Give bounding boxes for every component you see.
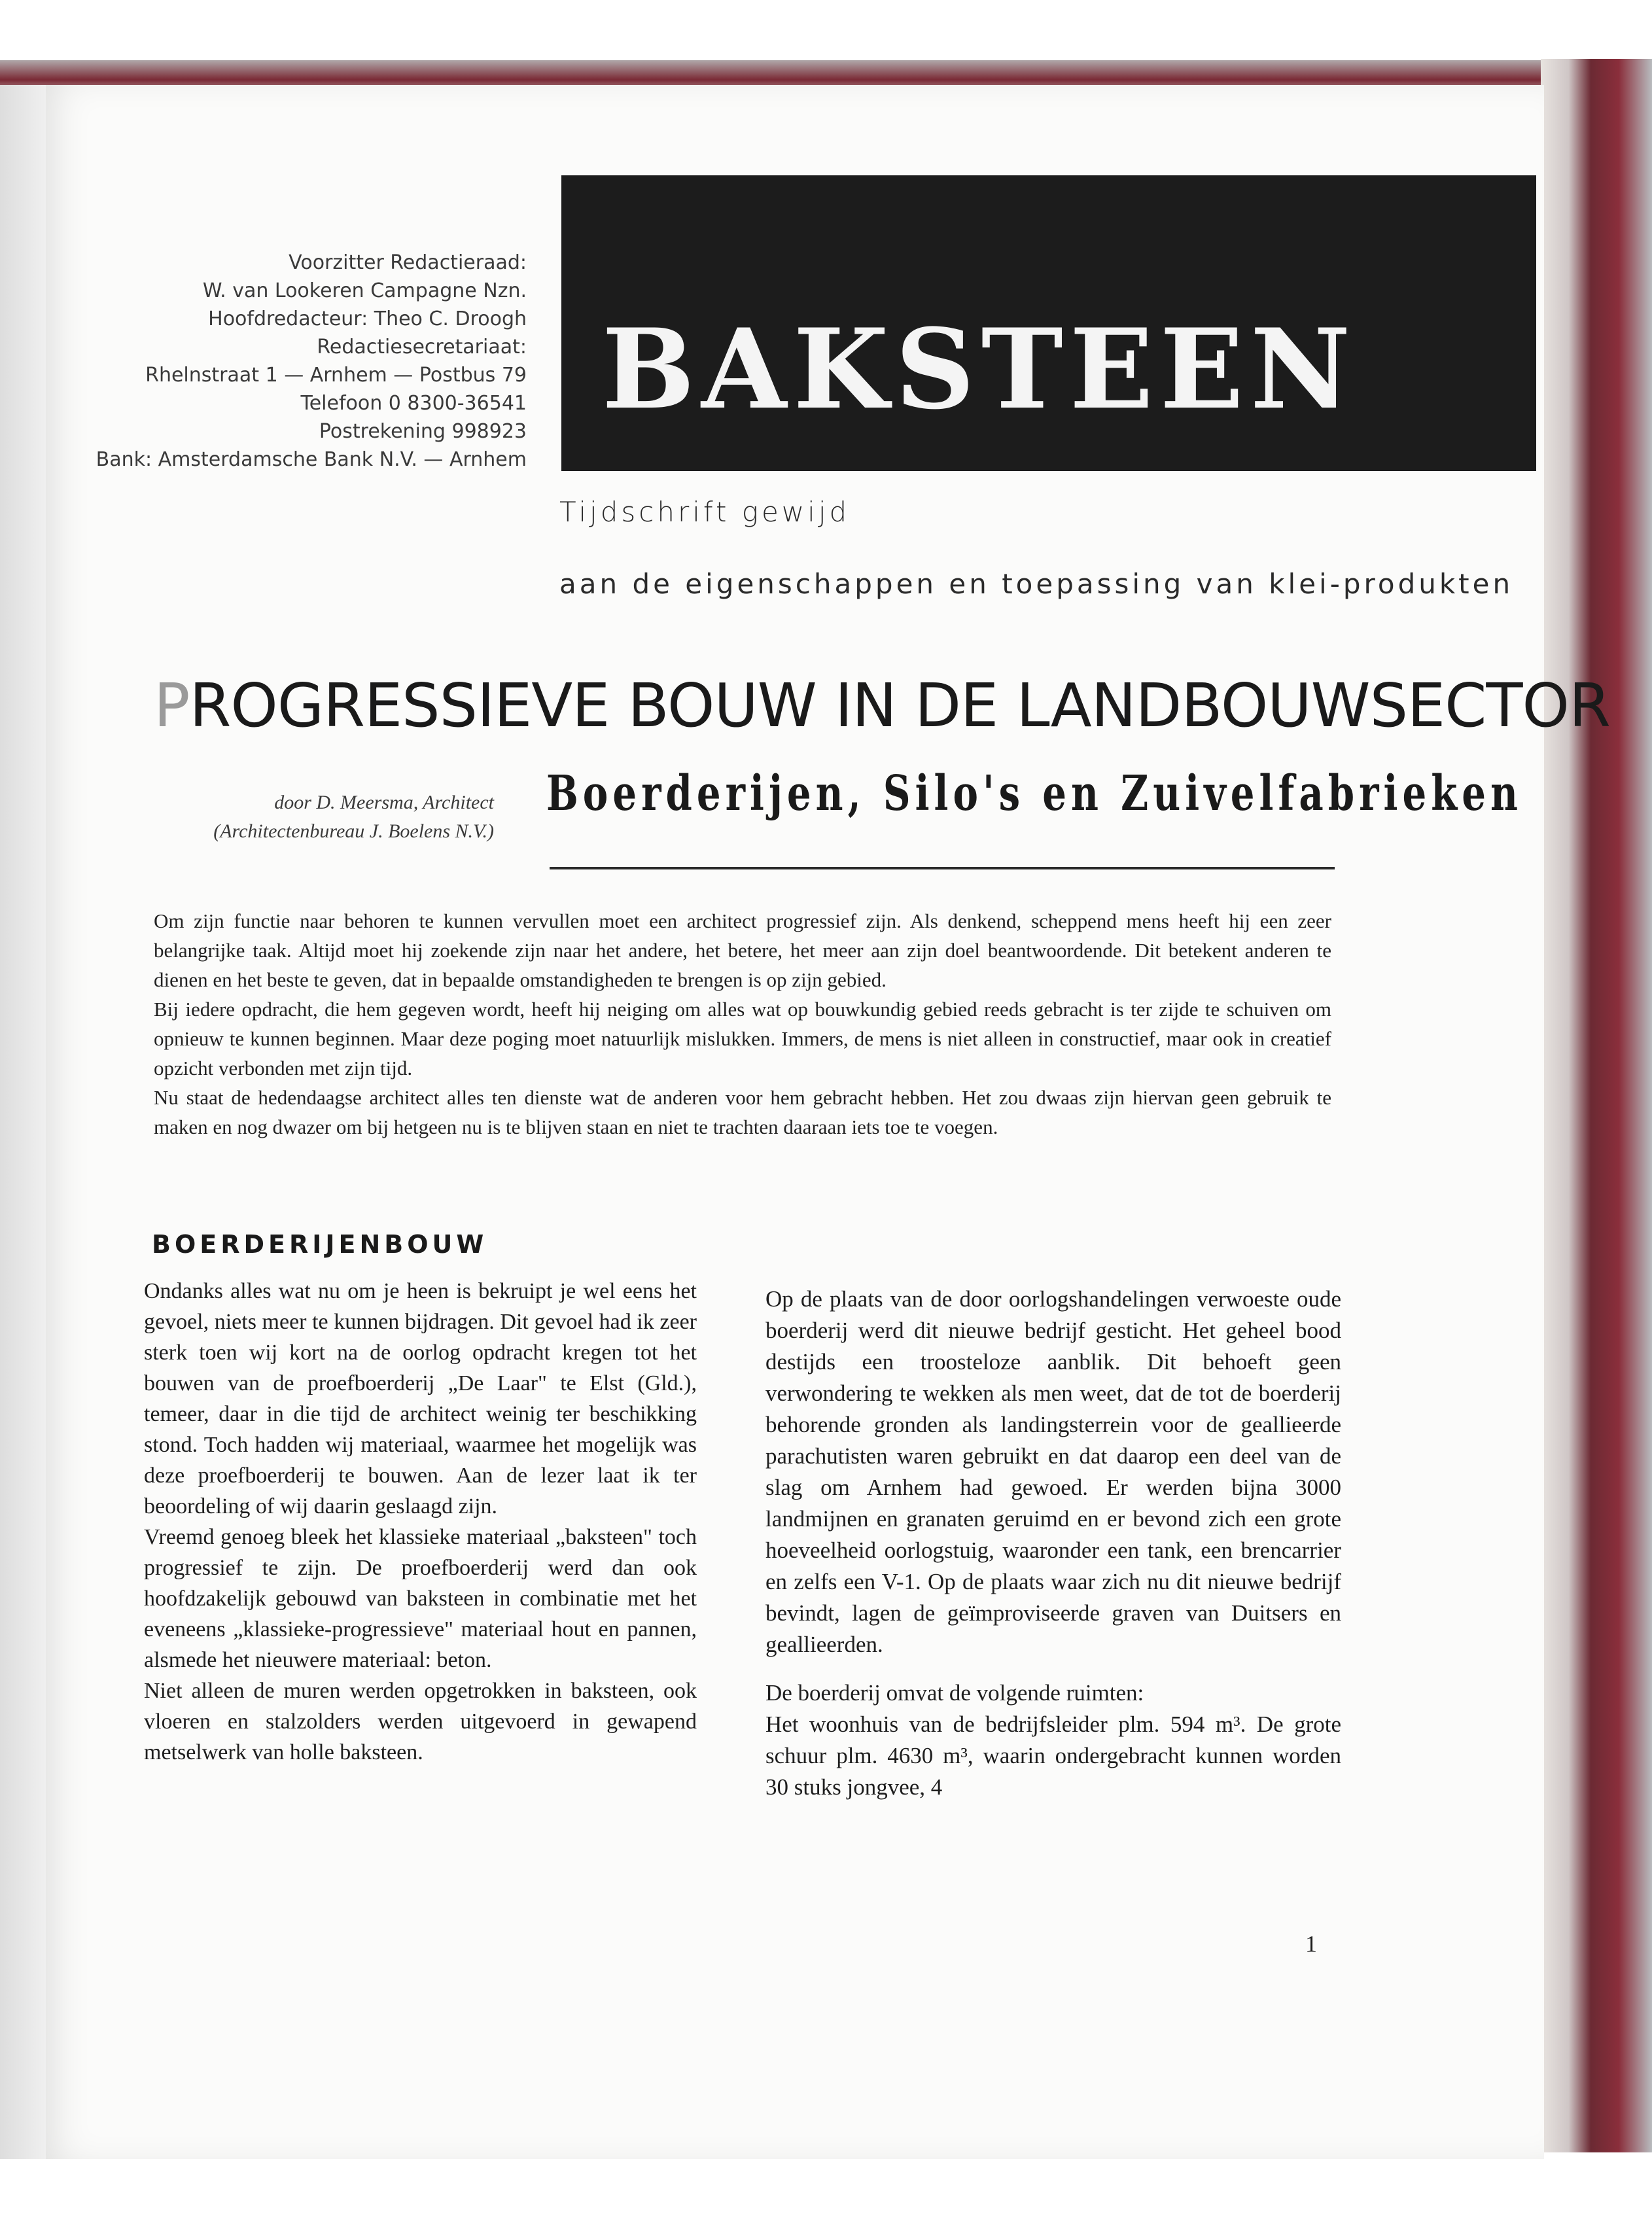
editorial-line: Telefoon 0 8300-36541 — [300, 392, 527, 415]
masthead-title: BAKSTEEN — [602, 304, 1358, 434]
body-paragraph: Niet alleen de muren werden opgetrokken in baksteen, ook vloeren en stalzolders werden uitgevoerd in gewapend metselwerk van holle baksteen. — [144, 1679, 697, 1764]
page-gutter — [0, 85, 52, 2159]
editorial-line: Hoofdredacteur: Theo C. Droogh — [208, 307, 527, 330]
editorial-info — [69, 249, 527, 474]
body-paragraph: Het woonhuis van de bedrijfsleider plm. 594 m³. De grote schuur plm. 4630 m³, waarin ondergebracht kunnen worden 30 stuks jongvee, 4 — [765, 1711, 1341, 1800]
body-paragraph: Ondanks alles wat nu om je heen is bekruipt je wel eens het gevoel, niets meer te kunnen bijdragen. Dit gevoel had ik zeer sterk toen wij kort na de oorlog opdracht kregen tot het bouwen van de proefboerderij „De Laar" te Elst (Gld.), temeer, daar in die tijd de architect weinig ter beschikking stond. Toch hadden wij materiaal, waarmee het mogelijk was deze proefboerderij te bouwen. Aan de lezer laat ik ter beoordeling of wij daarin geslaagd zijn. — [144, 1279, 697, 1518]
book-binding-right — [1541, 59, 1652, 2152]
article-intro — [154, 906, 1331, 1142]
intro-paragraph: Om zijn functie naar behoren te kunnen vervullen moet een architect progressief zijn. Als denkend, scheppend mens heeft hij een zeer belangrijke taak. Altijd moet hij zoekende zijn naar het andere, het betere, het meer aan zijn doel beantwoordende. Dit betekent anderen te dienen en het beste te geven, dat in bepaalde omstandigheden te brengen is op zijn gebied. — [154, 909, 1331, 991]
masthead-subtitle: Tijdschrift gewijd — [559, 496, 851, 528]
editorial-line: Bank: Amsterdamsche Bank N.V. — Arnhem — [96, 448, 527, 471]
article-byline — [154, 788, 494, 846]
article-subheadline: Boerderijen, Silo's en Zuivelfabrieken — [546, 765, 1522, 822]
left-column — [144, 1276, 697, 1768]
editorial-line: Rhelnstraat 1 — Arnhem — Postbus 79 — [145, 364, 527, 387]
page-number: 1 — [1305, 1931, 1317, 1957]
right-column — [765, 1284, 1341, 1803]
headline-rule — [550, 867, 1335, 869]
intro-paragraph: Bij iedere opdracht, die hem gegeven wordt, heeft hij neiging om alles wat op bouwkundig gebied reeds gebracht is ter zijde te schuiven om opnieuw te kunnen beginnen. Maar deze poging moet natuurlijk mislukken. Immers, de mens is niet alleen in constructief, maar ook in creatief opzicht verbonden met zijn tijd. — [154, 998, 1331, 1079]
body-paragraph: De boerderij omvat de volgende ruimten: — [765, 1680, 1144, 1706]
editorial-line: Postrekening 998923 — [319, 420, 527, 443]
editorial-line: Redactiesecretariaat: — [317, 336, 527, 359]
editorial-line: Voorzitter Redactieraad: — [289, 251, 527, 274]
byline-firm: (Architectenbureau J. Boelens N.V.) — [213, 820, 494, 842]
article-headline — [154, 671, 1610, 741]
editorial-line: W. van Lookeren Campagne Nzn. — [202, 279, 527, 302]
body-paragraph: Vreemd genoeg bleek het klassieke materiaal „baksteen" toch progressief te zijn. De proefboerderij werd dan ook hoofdzakelijk gebouwd van baksteen in combinatie met het eveneens „klassieke-progressieve" materiaal hout en pannen, alsmede het nieuwere materiaal: beton. — [144, 1525, 697, 1672]
section-heading: BOERDERIJENBOUW — [152, 1230, 488, 1259]
body-paragraph: Op de plaats van de door oorlogshandelingen verwoeste oude boerderij werd dit nieuwe bedrijf gesticht. Het geheel bood destijds een troosteloze aanblik. Dit behoeft geen verwondering te wekken als men weet, dat de tot de boerderij behorende gronden als landingsterrein voor de geallieerde parachutisten waren gebruikt en dat daarop een deel van de slag om Arnhem had gewoed. Er werden bijna 3000 landmijnen en granaten geruimd en er bevond zich een grote hoeveelheid oorlogstuig, waaronder een tank, een brencarrier en zelfs een V-1. Op de plaats waar zich nu dit nieuwe bedrijf bevindt, lagen de geïmproviseerde graven van Duitsers en geallieerden. — [765, 1286, 1341, 1657]
masthead-subtitle-line2: aan de eigenschappen en toepassing van klei-produkten — [559, 568, 1514, 600]
intro-paragraph: Nu staat de hedendaagse architect alles ten dienste wat de anderen voor hem gebracht hebben. Het zou dwaas zijn hiervan geen gebruik te maken en nog dwazer om bij hetgeen nu is te blijven staan en niet te trachten daaraan iets toe te voegen. — [154, 1086, 1331, 1138]
headline-text: ROGRESSIEVE BOUW IN DE LANDBOUWSECTOR — [189, 671, 1610, 741]
headline-initial: P — [154, 671, 190, 741]
byline-author: door D. Meersma, Architect — [274, 792, 494, 813]
